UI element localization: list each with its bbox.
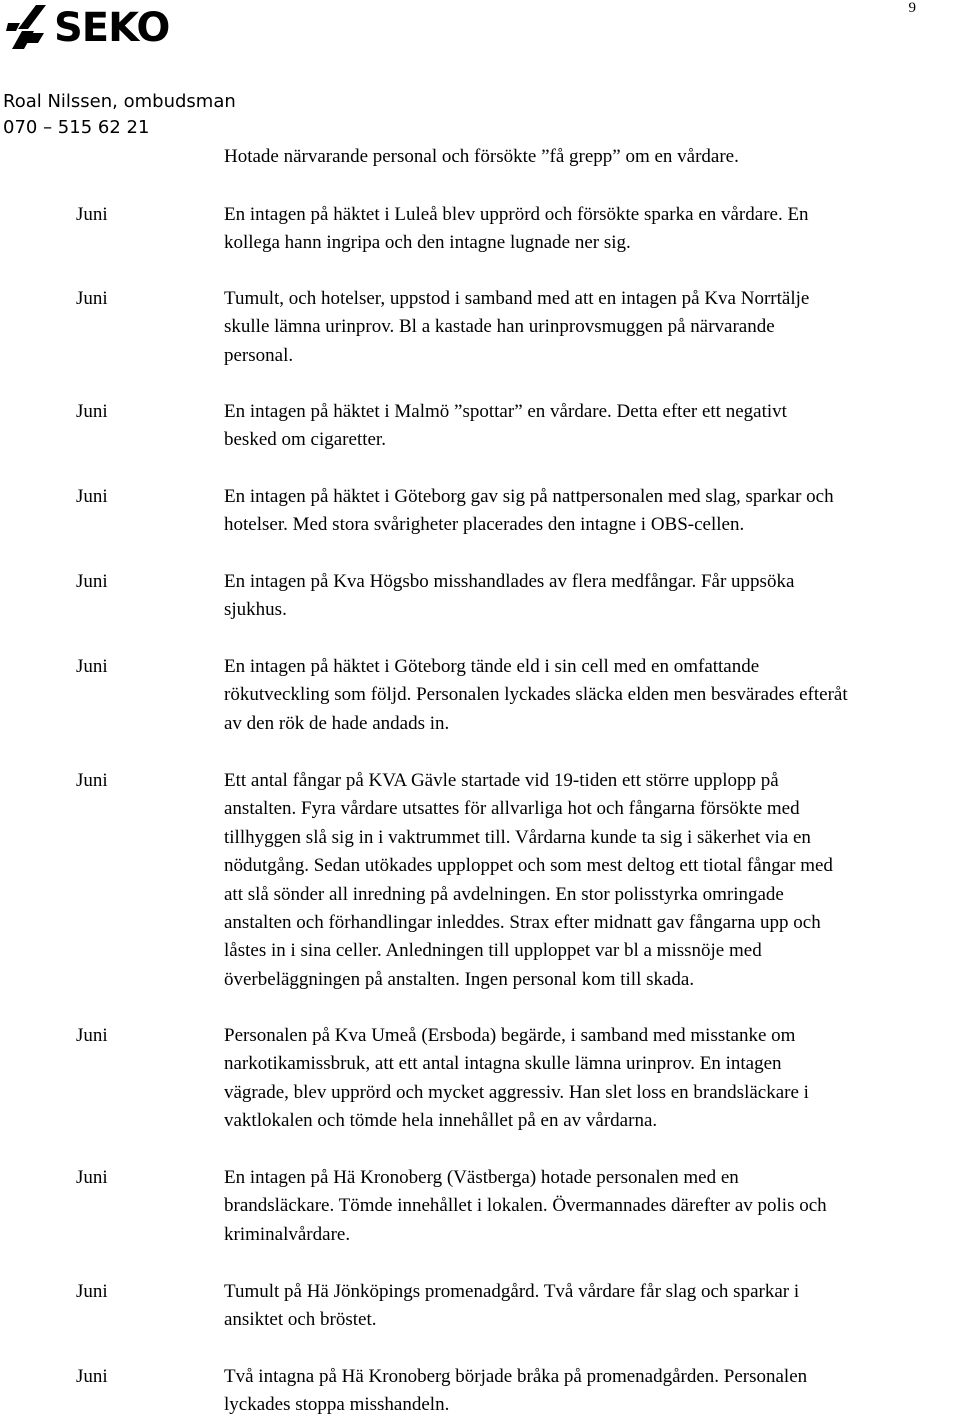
incident-text-line: Två intagna på Hä Kronoberg började bråka på promenadgården. Personalen	[224, 1366, 808, 1387]
incident-text-line: En intagen på häktet i Göteborg gav sig på nattpersonalen med slag, sparkar och	[224, 486, 834, 507]
incident-text	[224, 568, 960, 625]
incident-text-line: Tumult, och hotelser, uppstod i samband med att en intagen på Kva Norrtälje	[224, 288, 810, 309]
incident-text	[224, 201, 960, 258]
incident-month: Juni	[76, 656, 108, 677]
incident-month: Juni	[76, 401, 108, 422]
incident-text	[224, 483, 960, 540]
page-number: 9	[908, 0, 916, 16]
contact-phone: 070 – 515 62 21	[3, 117, 150, 138]
lead-line: Hotade närvarande personal och försökte ”få grepp” om en vårdare.	[224, 146, 739, 167]
incident-text-line: Ett antal fångar på KVA Gävle startade vid 19-tiden ett större upplopp på	[224, 770, 779, 791]
incident-text-line: nödutgång. Sedan utökades upploppet och som mest deltog ett tiotal fångar med	[224, 855, 833, 877]
incident-month: Juni	[76, 1366, 108, 1387]
incident-text-line: ansiktet och bröstet.	[224, 1309, 377, 1331]
incident-text-line: att slå sönder all inredning på avdelningen. En stor polisstyrka omringade	[224, 883, 784, 905]
incident-text	[224, 653, 960, 738]
logo-text: SEKO	[54, 5, 170, 51]
incident-text	[224, 1022, 960, 1136]
incident-text-line: personal.	[224, 344, 294, 366]
incident-text-line: sjukhus.	[224, 599, 287, 621]
incident-text-line: vägrade, blev upprörd och mycket aggressiv. Han slet loss en brandsläckare i	[224, 1081, 809, 1103]
incident-text-line: lyckades stoppa misshandeln.	[224, 1394, 450, 1416]
incident-text-line: En intagen på Kva Högsbo misshandlades av flera medfångar. Får uppsöka	[224, 571, 795, 592]
incident-text	[224, 285, 960, 370]
incident-text-line: kollega hann ingripa och den intagne lugnade ner sig.	[224, 232, 631, 254]
incident-text-line: Tumult på Hä Jönköpings promenadgård. Två vårdare får slag och sparkar i	[224, 1281, 800, 1302]
incident-month: Juni	[76, 1281, 108, 1302]
incident-text-line: En intagen på häktet i Göteborg tände eld i sin cell med en omfattande	[224, 656, 760, 677]
incident-text-line: hotelser. Med stora svårigheter placerades den intagne i OBS-cellen.	[224, 514, 745, 536]
incident-text-line: tillhyggen slå sig in i vaktrummet till. Vårdarna kunde ta sig i säkerhet via en	[224, 826, 811, 848]
incident-text-line: En intagen på Hä Kronoberg (Västberga) hotade personalen med en	[224, 1167, 739, 1188]
incident-text	[224, 1363, 960, 1420]
incident-text-line: En intagen på häktet i Luleå blev upprörd och försökte sparka en vårdare. En	[224, 204, 809, 225]
incident-text-line: Personalen på Kva Umeå (Ersboda) begärde, i samband med misstanke om	[224, 1025, 796, 1046]
incident-text-line: överbeläggningen på anstalten. Ingen personal kom till skada.	[224, 968, 695, 990]
contact-block	[3, 89, 236, 141]
incident-month: Juni	[76, 486, 108, 507]
seko-emblem-icon	[6, 3, 52, 53]
incident-text-line: narkotikamissbruk, att ett antal intagna skulle lämna urinprov. En intagen	[224, 1053, 782, 1075]
incident-month: Juni	[76, 770, 108, 791]
seko-logo	[6, 0, 169, 56]
incident-month: Juni	[76, 204, 108, 225]
incident-text-line: kriminalvårdare.	[224, 1223, 351, 1245]
incident-text	[224, 1164, 960, 1249]
incident-text-line: av den rök de hade andads in.	[224, 712, 450, 734]
incident-month: Juni	[76, 288, 108, 309]
incident-text-line: brandsläckare. Tömde innehållet i lokalen. Övermannades därefter av polis och	[224, 1195, 827, 1217]
incident-text	[224, 767, 960, 994]
contact-name: Roal Nilssen, ombudsman	[3, 91, 236, 112]
incident-month: Juni	[76, 571, 108, 592]
incident-text-line: vaktlokalen och tömde hela innehållet på en av vårdarna.	[224, 1110, 658, 1132]
incident-text-line: skulle lämna urinprov. Bl a kastade han urinprovsmuggen på närvarande	[224, 316, 775, 338]
incident-text-line: låstes in i sina celler. Anledningen till upploppet var bl a missnöje med	[224, 940, 762, 962]
incident-text-line: anstalten och förhandlingar inleddes. Strax efter midnatt gav fångarna upp och	[224, 912, 821, 934]
incident-text-line: En intagen på häktet i Malmö ”spottar” en vårdare. Detta efter ett negativt	[224, 401, 787, 422]
incident-text	[224, 398, 960, 455]
incident-text-line: anstalten. Fyra vårdare utsattes för allvarliga hot och fångarna försökte med	[224, 798, 800, 820]
incident-month: Juni	[76, 1025, 108, 1046]
incident-text-line: besked om cigaretter.	[224, 429, 386, 451]
incident-text-line: rökutveckling som följd. Personalen lyckades släcka elden men besvärades efteråt	[224, 684, 848, 706]
incident-text	[224, 1278, 960, 1335]
incident-month: Juni	[76, 1167, 108, 1188]
